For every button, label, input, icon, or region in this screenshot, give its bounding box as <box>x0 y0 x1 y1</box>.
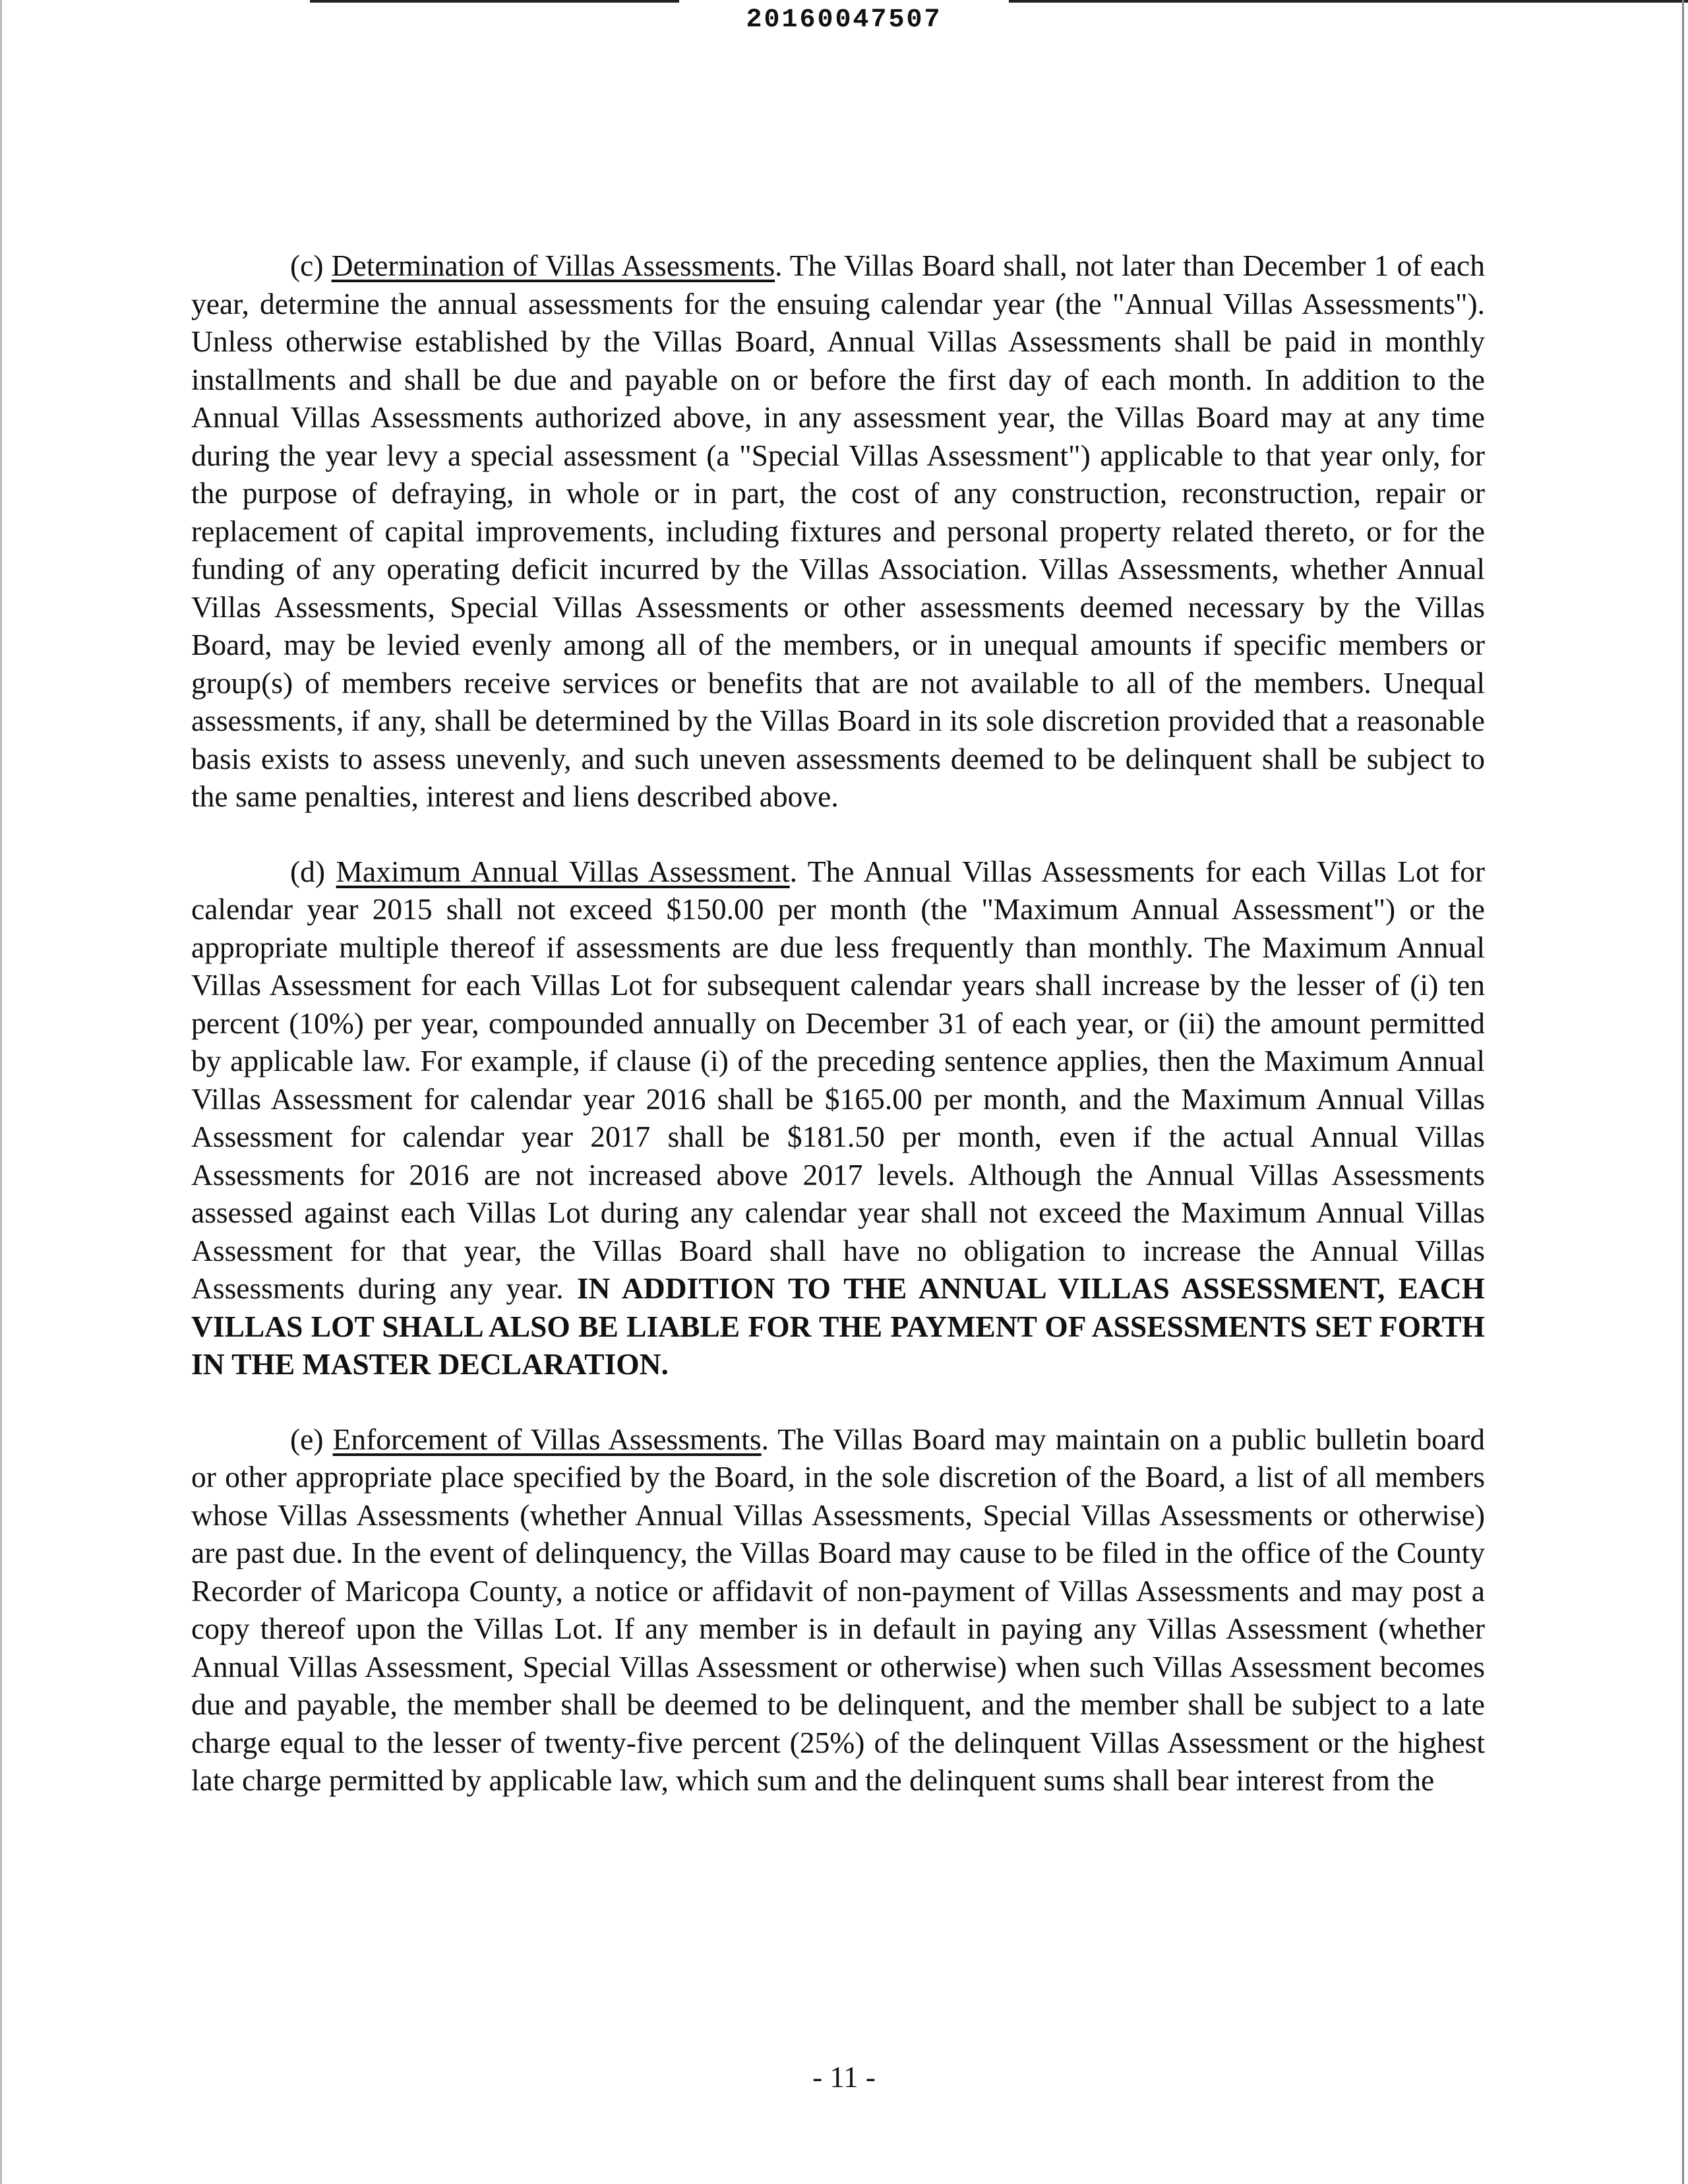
document-body <box>191 247 1485 1800</box>
paragraph-label: (e) <box>290 1422 324 1456</box>
header-rule-right <box>1009 0 1688 3</box>
section-heading: Determination of Villas Assessments <box>331 249 775 282</box>
scan-edge-right <box>1682 0 1684 2184</box>
paragraph-d: (d) Maximum Annual Villas Assessment. The Annual Villas Assessments for each Villas Lot for calendar year 2015 shall not exceed $150.00 per month (the "Maximum Annual Assessment") or the appropriate multiple thereof if assessments are due less frequently than monthly. The Maximum Annual Villas Assessment for each Villas Lot for subsequent calendar years shall increase by the lesser of (i) ten percent (10%) per year, compounded annually on December 31 of each year, or (ii) the amount permitted by applicable law. For example, if clause (i) of the preceding sentence applies, then the Maximum Annual Villas Assessment for calendar year 2016 shall be $165.00 per month, and the Maximum Annual Villas Assessment for calendar year 2017 shall be $181.50 per month, even if the actual Annual Villas Assessments for 2016 are not increased above 2017 levels. Although the Annual Villas Assessments assessed against each Villas Lot during any calendar year shall not exceed the Maximum Annual Villas Assessment for that year, the Villas Board shall have no obligation to increase the Annual Villas Assessments during any year. IN ADDITION TO THE ANNUAL VILLAS ASSESSMENT, EACH VILLAS LOT SHALL ALSO BE LIABLE FOR THE PAYMENT OF ASSESSMENTS SET FORTH IN THE MASTER DECLARATION. <box>191 854 1485 1381</box>
paragraph-e: (e) Enforcement of Villas Assessments. The Villas Board may maintain on a public bulletin board or other appropriate place specified by the Board, in the sole discretion of the Board, a list of all members whose Villas Assessments (whether Annual Villas Assessments, Special Villas Assessments or otherwise) are past due. In the event of delinquency, the Villas Board may cause to be filed in the office of the County Recorder of Maricopa County, a notice or affidavit of non-payment of Villas Assessments and may post a copy thereof upon the Villas Lot. If any member is in default in paying any Villas Assessment (whether Annual Villas Assessment, Special Villas Assessment or otherwise) when such Villas Assessment becomes due and payable, the member shall be deemed to be delinquent, and the member shall be subject to a late charge equal to the lesser of twenty-five percent (25%) of the delinquent Villas Assessment or the highest late charge permitted by applicable law, which sum and the delinquent sums shall bear interest from the <box>191 1422 1486 1797</box>
paragraph-text: The Villas Board may maintain on a public bulletin board or other appropriate place specified by the Board, in the sole discretion of the Board, a list of all members whose Villas Assessments (whether Annual Villas Assessments, Special Villas Assessments or otherwise) are past due. In the event of delinquency, the Villas Board may cause to be filed in the office of the County Recorder of Maricopa County, a notice or affidavit of non-payment of Villas Assessments and may post a copy thereof upon the Villas Lot. If any member is in default in paying any Villas Assessment (whether Annual Villas Assessment, Special Villas Assessment or otherwise) when such Villas Assessment becomes due and payable, the member shall be deemed to be delinquent, and the member shall be subject to a late charge equal to the lesser of twenty-five percent (25%) of the delinquent Villas Assessment or the highest late charge permitted by applicable law, which sum and the delinquent sums shall bear interest from the <box>191 1422 1486 1797</box>
document-number: 20160047507 <box>746 5 942 35</box>
section-heading: Maximum Annual Villas Assessment <box>336 854 790 888</box>
paragraph-text: The Villas Board shall, not later than December 1 of each year, determine the annual assessments for the ensuing calendar year (the "Annual Villas Assessments"). Unless otherwise established by the Villas Board, Annual Villas Assessments shall be paid in monthly installments and shall be due and payable on or before the first day of each month. In addition to the Annual Villas Assessments authorized above, in any assessment year, the Villas Board may at any time during the year levy a special assessment (a "Special Villas Assessment") applicable to that year only, for the purpose of defraying, in whole or in part, the cost of any construction, reconstruction, repair or replacement of capital improvements, including fixtures and personal property related thereto, or for the funding of any operating deficit incurred by the Villas Association. Villas Assessments, whether Annual Villas Assessments, Special Villas Assessments or other assessments deemed necessary by the Villas Board, may be levied evenly among all of the members, or in unequal amounts if specific members or group(s) of members receive services or benefits that are not available to all of the members. Unequal assessments, if any, shall be determined by the Villas Board in its sole discretion provided that a reasonable basis exists to assess unevenly, and such uneven assessments deemed to be delinquent shall be subject to the same penalties, interest and liens described above. <box>191 249 1486 813</box>
paragraph-label: (c) <box>290 249 324 282</box>
header-rule-left <box>310 0 679 3</box>
section-heading: Enforcement of Villas Assessments <box>332 1422 762 1456</box>
paragraph-label: (d) <box>290 854 326 888</box>
page-number: - 11 - <box>812 2061 876 2094</box>
bold-notice: IN ADDITION TO THE ANNUAL VILLAS ASSESSMENT, EACH VILLAS LOT SHALL ALSO BE LIABLE FOR THE PAYMENT OF ASSESSMENTS SET FORTH IN THE MASTER DECLARATION. <box>191 1271 1485 1381</box>
paragraph-text: The Annual Villas Assessments for each Villas Lot for calendar year 2015 shall not exceed $150.00 per month (the "Maximum Annual Assessment") or the appropriate multiple thereof if assessments are due less frequently than monthly. The Maximum Annual Villas Assessment for each Villas Lot for subsequent calendar years shall increase by the lesser of (i) ten percent (10%) per year, compounded annually on December 31 of each year, or (ii) the amount permitted by applicable law. For example, if clause (i) of the preceding sentence applies, then the Maximum Annual Villas Assessment for calendar year 2016 shall be $165.00 per month, and the Maximum Annual Villas Assessment for calendar year 2017 shall be $181.50 per month, even if the actual Annual Villas Assessments for 2016 are not increased above 2017 levels. Although the Annual Villas Assessments assessed against each Villas Lot during any calendar year shall not exceed the Maximum Annual Villas Assessment for that year, the Villas Board shall have no obligation to increase the Annual Villas Assessments during any year. <box>191 854 1485 1305</box>
scan-edge-left <box>0 0 2 2184</box>
paragraph-c: (c) Determination of Villas Assessments. The Villas Board shall, not later than December 1 of each year, determine the annual assessments for the ensuing calendar year (the "Annual Villas Assessments"). Unless otherwise established by the Villas Board, Annual Villas Assessments shall be paid in monthly installments and shall be due and payable on or before the first day of each month. In addition to the Annual Villas Assessments authorized above, in any assessment year, the Villas Board may at any time during the year levy a special assessment (a "Special Villas Assessment") applicable to that year only, for the purpose of defraying, in whole or in part, the cost of any construction, reconstruction, repair or replacement of capital improvements, including fixtures and personal property related thereto, or for the funding of any operating deficit incurred by the Villas Association. Villas Assessments, whether Annual Villas Assessments, Special Villas Assessments or other assessments deemed necessary by the Villas Board, may be levied evenly among all of the members, or in unequal amounts if specific members or group(s) of members receive services or benefits that are not available to all of the members. Unequal assessments, if any, shall be determined by the Villas Board in its sole discretion provided that a reasonable basis exists to assess unevenly, and such uneven assessments deemed to be delinquent shall be subject to the same penalties, interest and liens described above. <box>191 249 1486 813</box>
